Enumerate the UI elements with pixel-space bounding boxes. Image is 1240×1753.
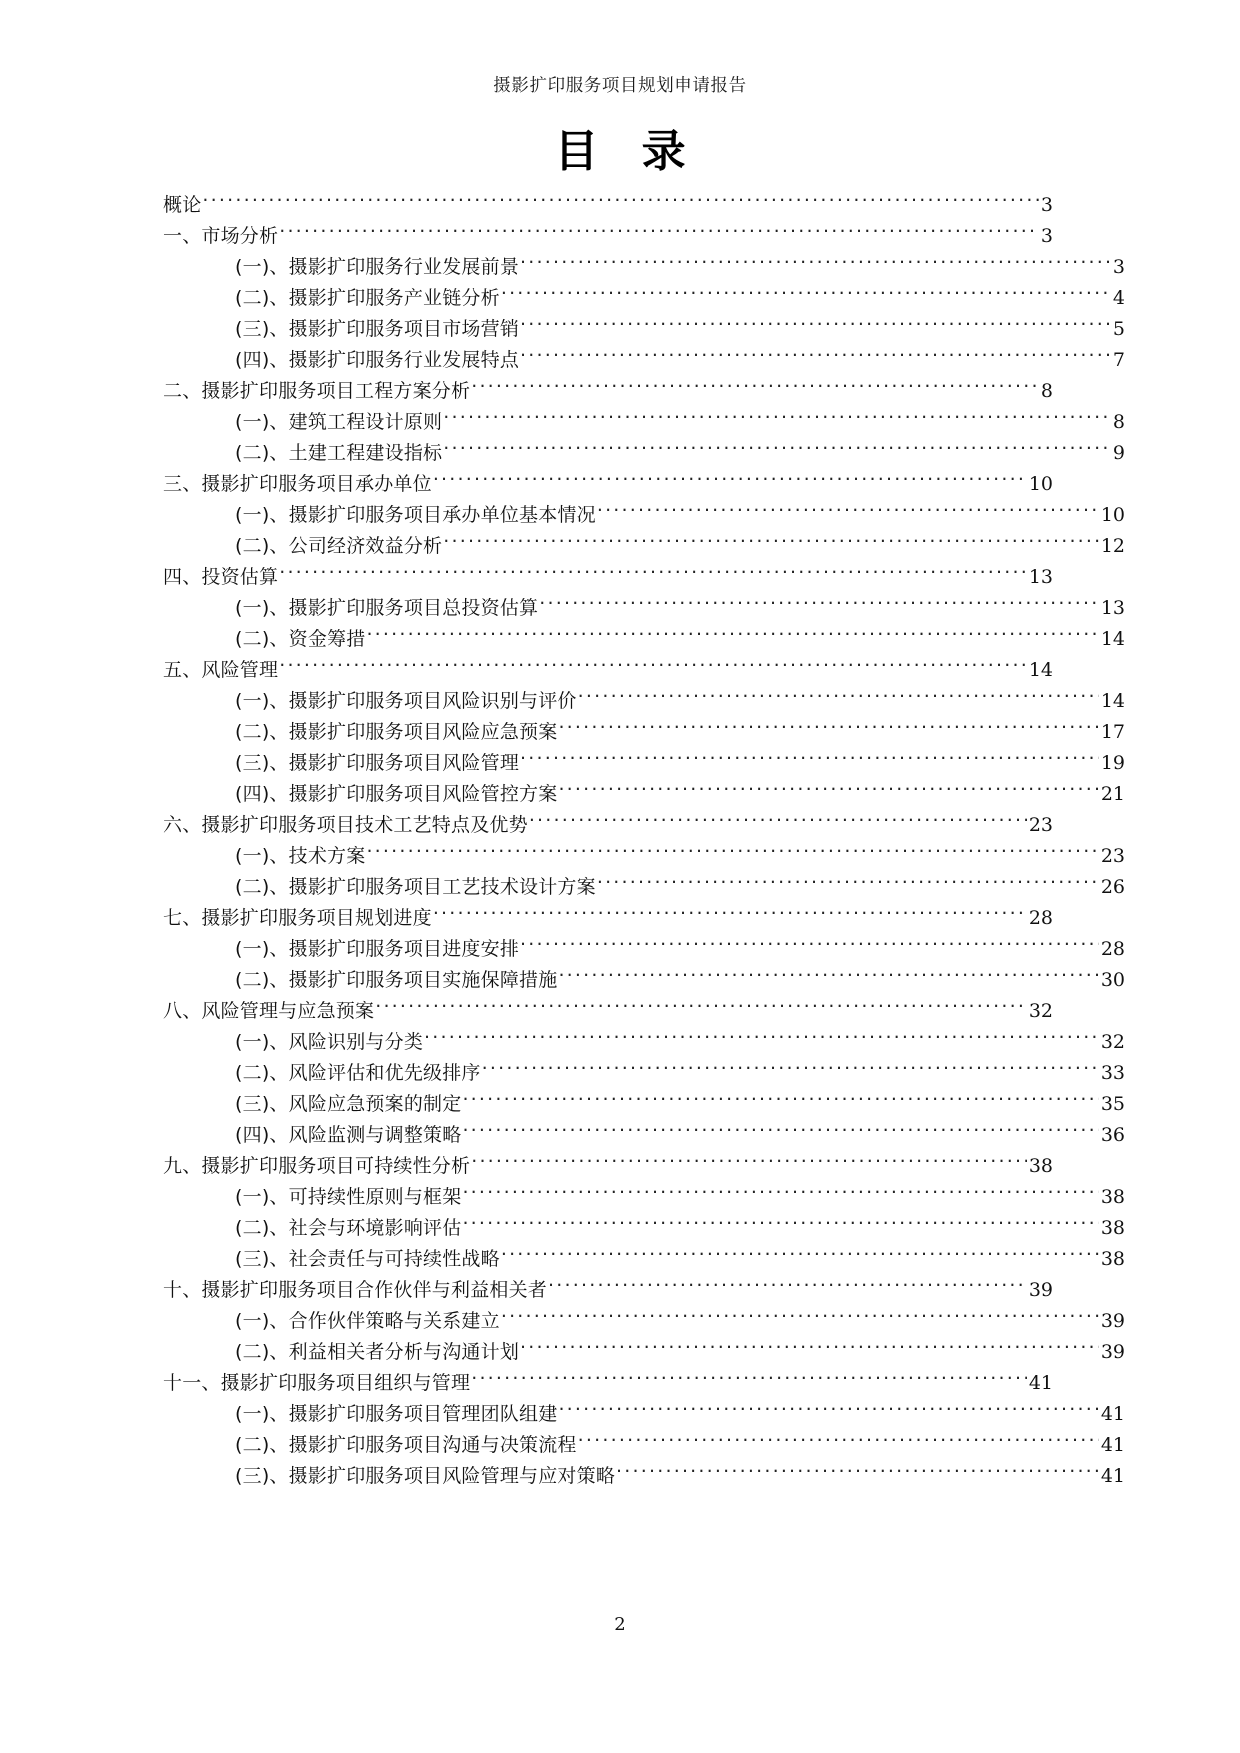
toc-entry[interactable] — [163, 1368, 1053, 1399]
toc-entry-page-number: 38 — [1100, 1217, 1125, 1239]
toc-entry-label: 九、摄影扩印服务项目可持续性分析 — [163, 1155, 471, 1177]
toc-entry-label: (三)、风险应急预案的制定 — [235, 1093, 462, 1115]
toc-entry-page-number: 8 — [1040, 380, 1053, 402]
toc-entry-label: 十、摄影扩印服务项目合作伙伴与利益相关者 — [163, 1279, 548, 1301]
toc-entry-label: (三)、社会责任与可持续性战略 — [235, 1248, 500, 1270]
toc-entry[interactable] — [163, 1213, 1125, 1244]
toc-entry-label: 八、风险管理与应急预案 — [163, 1000, 375, 1022]
toc-entry-page-number: 38 — [1100, 1186, 1125, 1208]
toc-dot-leader — [433, 905, 1027, 924]
toc-entry[interactable] — [163, 841, 1125, 872]
toc-entry[interactable] — [163, 252, 1125, 283]
toc-entry-page-number: 23 — [1100, 845, 1125, 867]
toc-entry-label: (三)、摄影扩印服务项目风险管理 — [235, 752, 520, 774]
toc-entry[interactable] — [163, 1027, 1125, 1058]
toc-dot-leader — [366, 843, 1098, 862]
toc-entry[interactable] — [163, 810, 1053, 841]
toc-entry-page-number: 9 — [1112, 442, 1125, 464]
toc-entry-page-number: 21 — [1100, 783, 1125, 805]
toc-entry-label: (四)、摄影扩印服务项目风险管控方案 — [235, 783, 558, 805]
toc-entry-label: 一、市场分析 — [163, 225, 279, 247]
toc-entry-label: (二)、利益相关者分析与沟通计划 — [235, 1341, 520, 1363]
toc-entry-label: 七、摄影扩印服务项目规划进度 — [163, 907, 432, 929]
toc-entry-page-number: 7 — [1112, 349, 1125, 371]
toc-entry-page-number: 3 — [1112, 256, 1125, 278]
toc-dot-leader — [558, 719, 1098, 738]
toc-entry-label: (一)、建筑工程设计原则 — [235, 411, 443, 433]
toc-entry-page-number: 28 — [1028, 907, 1053, 929]
toc-entry[interactable] — [163, 624, 1125, 655]
toc-dot-leader — [279, 657, 1027, 676]
toc-entry-page-number: 26 — [1100, 876, 1125, 898]
toc-entry[interactable] — [163, 562, 1053, 593]
toc-entry-label: (一)、摄影扩印服务项目进度安排 — [235, 938, 520, 960]
toc-entry[interactable] — [163, 1306, 1125, 1337]
toc-entry[interactable] — [163, 376, 1053, 407]
toc-dot-leader — [462, 1184, 1098, 1203]
toc-dot-leader — [424, 1029, 1099, 1048]
toc-entry-page-number: 8 — [1112, 411, 1125, 433]
toc-entry[interactable] — [163, 1275, 1053, 1306]
toc-entry[interactable] — [163, 438, 1125, 469]
toc-dot-leader — [433, 471, 1027, 490]
toc-entry[interactable] — [163, 314, 1125, 345]
toc-dot-leader — [279, 223, 1039, 242]
toc-entry[interactable] — [163, 1182, 1125, 1213]
toc-entry[interactable] — [163, 190, 1053, 221]
toc-entry-page-number: 30 — [1100, 969, 1125, 991]
toc-entry-label: (四)、摄影扩印服务行业发展特点 — [235, 349, 520, 371]
toc-dot-leader — [548, 1277, 1027, 1296]
toc-entry-label: 二、摄影扩印服务项目工程方案分析 — [163, 380, 471, 402]
toc-entry-page-number: 14 — [1100, 690, 1125, 712]
toc-entry-page-number: 41 — [1100, 1434, 1125, 1456]
toc-entry-page-number: 3 — [1040, 225, 1053, 247]
toc-entry[interactable] — [163, 1430, 1125, 1461]
toc-entry[interactable] — [163, 593, 1125, 624]
toc-dot-leader — [520, 254, 1111, 273]
toc-entry-page-number: 17 — [1100, 721, 1125, 743]
toc-entry[interactable] — [163, 779, 1125, 810]
toc-dot-leader — [471, 378, 1039, 397]
toc-entry-label: (一)、可持续性原则与框架 — [235, 1186, 462, 1208]
toc-entry-label: (一)、技术方案 — [235, 845, 366, 867]
toc-entry-page-number: 38 — [1028, 1155, 1053, 1177]
toc-dot-leader — [462, 1122, 1098, 1141]
toc-entry-label: (一)、摄影扩印服务项目风险识别与评价 — [235, 690, 577, 712]
toc-dot-leader — [462, 1091, 1098, 1110]
toc-entry-page-number: 13 — [1100, 597, 1125, 619]
toc-dot-leader — [558, 781, 1098, 800]
toc-entry-label: 三、摄影扩印服务项目承办单位 — [163, 473, 432, 495]
toc-dot-leader — [520, 750, 1099, 769]
toc-entry-page-number: 32 — [1028, 1000, 1053, 1022]
toc-entry[interactable] — [163, 221, 1053, 252]
toc-entry-label: (一)、合作伙伴策略与关系建立 — [235, 1310, 500, 1332]
toc-dot-leader — [375, 998, 1027, 1017]
toc-dot-leader — [471, 1370, 1027, 1389]
toc-entry-page-number: 5 — [1112, 318, 1125, 340]
toc-entry-page-number: 39 — [1100, 1341, 1125, 1363]
toc-entry[interactable] — [163, 996, 1053, 1027]
toc-entry-page-number: 28 — [1100, 938, 1125, 960]
toc-entry[interactable] — [163, 934, 1125, 965]
toc-entry-label: (二)、风险评估和优先级排序 — [235, 1062, 481, 1084]
toc-entry[interactable] — [163, 748, 1125, 779]
toc-entry-page-number: 35 — [1100, 1093, 1125, 1115]
toc-entry-label: 十一、摄影扩印服务项目组织与管理 — [163, 1372, 471, 1394]
toc-entry-page-number: 12 — [1100, 535, 1125, 557]
toc-dot-leader — [539, 595, 1099, 614]
toc-entry-page-number: 19 — [1100, 752, 1125, 774]
toc-entry-page-number: 13 — [1028, 566, 1053, 588]
toc-entry[interactable] — [163, 407, 1125, 438]
toc-entry-page-number: 4 — [1112, 287, 1125, 309]
toc-entry-label: (一)、摄影扩印服务项目承办单位基本情况 — [235, 504, 596, 526]
toc-dot-leader — [471, 1153, 1027, 1172]
toc-dot-leader — [558, 1401, 1098, 1420]
toc-entry-page-number: 41 — [1100, 1403, 1125, 1425]
toc-dot-leader — [443, 409, 1111, 428]
toc-entry-page-number: 41 — [1028, 1372, 1053, 1394]
toc-entry[interactable] — [163, 717, 1125, 748]
toc-entry[interactable] — [163, 469, 1053, 500]
toc-dot-leader — [558, 967, 1098, 986]
toc-entry-label: 六、摄影扩印服务项目技术工艺特点及优势 — [163, 814, 528, 836]
toc-entry-label: 概论 — [163, 194, 202, 216]
toc-entry[interactable] — [163, 1337, 1125, 1368]
toc-dot-leader — [443, 533, 1099, 552]
toc-entry-label: (二)、社会与环境影响评估 — [235, 1217, 462, 1239]
toc-entry-label: (三)、摄影扩印服务项目风险管理与应对策略 — [235, 1465, 616, 1487]
toc-dot-leader — [279, 564, 1027, 583]
table-of-contents — [163, 190, 1125, 1492]
toc-dot-leader — [529, 812, 1027, 831]
toc-entry[interactable] — [163, 283, 1125, 314]
toc-entry-label: (二)、土建工程建设指标 — [235, 442, 443, 464]
toc-entry-page-number: 36 — [1100, 1124, 1125, 1146]
toc-entry[interactable] — [163, 965, 1125, 996]
toc-entry-label: (三)、摄影扩印服务项目市场营销 — [235, 318, 520, 340]
toc-entry-label: (一)、摄影扩印服务行业发展前景 — [235, 256, 520, 278]
toc-entry[interactable] — [163, 655, 1053, 686]
toc-entry-label: (二)、摄影扩印服务项目风险应急预案 — [235, 721, 558, 743]
running-header: 摄影扩印服务项目规划申请报告 — [493, 76, 747, 96]
toc-entry[interactable] — [163, 872, 1125, 903]
footer-page-number: 2 — [614, 1614, 626, 1635]
toc-entry-label: (一)、摄影扩印服务项目总投资估算 — [235, 597, 539, 619]
toc-entry[interactable] — [163, 345, 1125, 376]
toc-entry-page-number: 14 — [1028, 659, 1053, 681]
toc-dot-leader — [501, 1246, 1099, 1265]
toc-entry-label: (一)、摄影扩印服务项目管理团队组建 — [235, 1403, 558, 1425]
toc-entry-page-number: 23 — [1028, 814, 1053, 836]
toc-dot-leader — [366, 626, 1098, 645]
toc-dot-leader — [443, 440, 1111, 459]
toc-dot-leader — [482, 1060, 1099, 1079]
toc-dot-leader — [520, 347, 1111, 366]
toc-dot-leader — [520, 1339, 1099, 1358]
toc-dot-leader — [597, 502, 1099, 521]
toc-entry-label: (二)、摄影扩印服务项目实施保障措施 — [235, 969, 558, 991]
toc-entry-label: (二)、资金筹措 — [235, 628, 366, 650]
toc-entry-label: 四、投资估算 — [163, 566, 279, 588]
toc-entry[interactable] — [163, 1120, 1125, 1151]
toc-dot-leader — [520, 936, 1099, 955]
toc-entry[interactable] — [163, 1399, 1125, 1430]
toc-entry-page-number: 39 — [1100, 1310, 1125, 1332]
toc-entry[interactable] — [163, 1244, 1125, 1275]
toc-dot-leader — [202, 192, 1039, 211]
toc-dot-leader — [616, 1463, 1099, 1482]
toc-entry[interactable] — [163, 1151, 1053, 1182]
toc-entry-label: (四)、风险监测与调整策略 — [235, 1124, 462, 1146]
toc-dot-leader — [578, 1432, 1099, 1451]
toc-dot-leader — [578, 688, 1099, 707]
toc-entry-page-number: 39 — [1028, 1279, 1053, 1301]
toc-entry[interactable] — [163, 1461, 1125, 1492]
toc-entry[interactable] — [163, 686, 1125, 717]
toc-dot-leader — [520, 316, 1111, 335]
toc-entry-label: (二)、摄影扩印服务产业链分析 — [235, 287, 500, 309]
toc-entry[interactable] — [163, 531, 1125, 562]
toc-entry-page-number: 10 — [1028, 473, 1053, 495]
toc-dot-leader — [597, 874, 1099, 893]
toc-entry-page-number: 3 — [1040, 194, 1053, 216]
toc-dot-leader — [462, 1215, 1098, 1234]
toc-entry-page-number: 33 — [1100, 1062, 1125, 1084]
toc-entry-page-number: 10 — [1100, 504, 1125, 526]
toc-entry[interactable] — [163, 1089, 1125, 1120]
toc-entry[interactable] — [163, 500, 1125, 531]
toc-entry-page-number: 38 — [1100, 1248, 1125, 1270]
toc-entry-label: (一)、风险识别与分类 — [235, 1031, 424, 1053]
page-title: 目 录 — [554, 126, 700, 177]
toc-entry-page-number: 32 — [1100, 1031, 1125, 1053]
toc-entry[interactable] — [163, 903, 1053, 934]
toc-dot-leader — [501, 285, 1111, 304]
toc-entry-page-number: 41 — [1100, 1465, 1125, 1487]
toc-entry-label: (二)、摄影扩印服务项目沟通与决策流程 — [235, 1434, 577, 1456]
toc-entry-label: (二)、公司经济效益分析 — [235, 535, 443, 557]
toc-entry-page-number: 14 — [1100, 628, 1125, 650]
toc-entry-label: (二)、摄影扩印服务项目工艺技术设计方案 — [235, 876, 596, 898]
toc-entry[interactable] — [163, 1058, 1125, 1089]
toc-entry-label: 五、风险管理 — [163, 659, 279, 681]
toc-dot-leader — [501, 1308, 1099, 1327]
